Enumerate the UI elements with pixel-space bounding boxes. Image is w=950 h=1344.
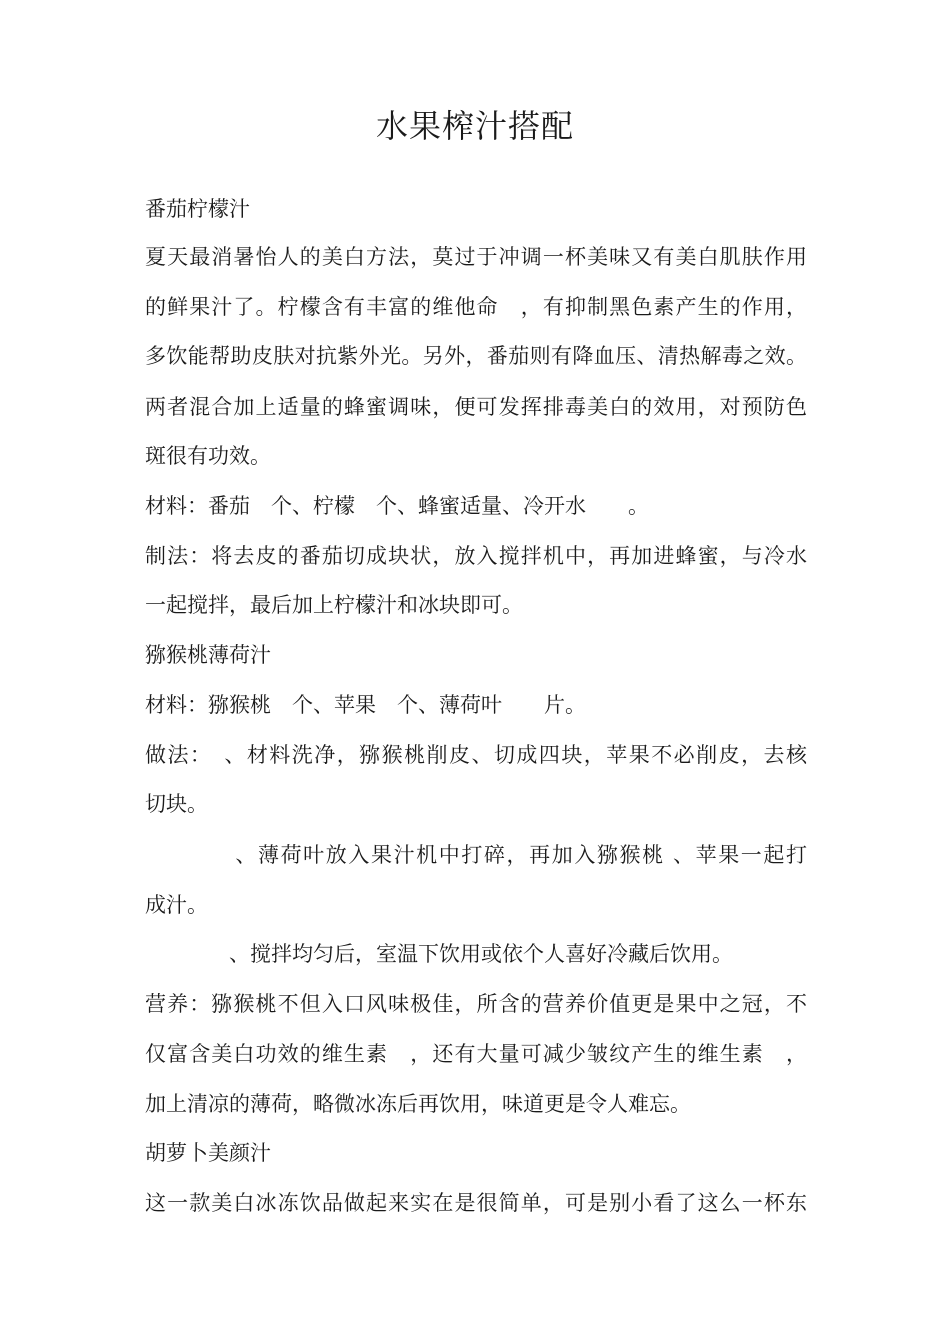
nutrition-line: 加上清凉的薄荷，略微冰冻后再饮用，味道更是令人难忘。 (145, 1092, 691, 1116)
method-step-line: 成汁。 (145, 893, 208, 917)
section-heading-kiwi-mint: 猕猴桃薄荷汁 (145, 643, 271, 667)
method-line: 一起搅拌，最后加上柠檬汁和冰块即可。 (145, 593, 523, 617)
paragraph-line: 这一款美白冰冻饮品做起来实在是很简单，可是别小看了这么一杯东 (145, 1191, 807, 1215)
nutrition-line: 仅富含美白功效的维生素 ，还有大量可减少皱纹产生的维生素 ， (145, 1042, 807, 1066)
section-heading-tomato-lemon: 番茄柠檬汁 (145, 197, 250, 221)
paragraph-line: 两者混合加上适量的蜂蜜调味，便可发挥排毒美白的效用，对预防色 (145, 395, 807, 419)
paragraph-line: 的鲜果汁了。柠檬含有丰富的维他命 ，有抑制黑色素产生的作用， (145, 295, 807, 319)
section-heading-carrot: 胡萝卜美颜汁 (145, 1141, 271, 1165)
paragraph-line: 斑很有功效。 (145, 444, 271, 468)
method-line: 做法： 、材料洗净，猕猴桃削皮、切成四块，苹果不必削皮，去核 (145, 743, 807, 767)
nutrition-line: 营养：猕猴桃不但入口风味极佳，所含的营养价值更是果中之冠，不 (145, 992, 807, 1016)
paragraph-line: 夏天最消暑怡人的美白方法，莫过于冲调一杯美味又有美白肌肤作用 (145, 245, 807, 269)
paragraph-line: 多饮能帮助皮肤对抗紫外光。另外，番茄则有降血压、清热解毒之效。 (145, 344, 807, 368)
method-line: 切块。 (145, 792, 208, 816)
ingredients-line: 材料：番茄 个、柠檬 个、蜂蜜适量、冷开水 。 (145, 494, 649, 518)
method-step-line: 、搅拌均匀后，室温下饮用或依个人喜好冷藏后饮用。 (145, 942, 733, 966)
method-line: 制法：将去皮的番茄切成块状，放入搅拌机中，再加进蜂蜜，与冷水 (145, 544, 807, 568)
ingredients-line: 材料：猕猴桃 个、苹果 个、薄荷叶 片。 (145, 693, 586, 717)
document-title: 水果榨汁搭配 (375, 107, 574, 145)
method-step-line: 、薄荷叶放入果汁机中打碎，再加入猕猴桃 、苹果一起打 (145, 843, 807, 867)
